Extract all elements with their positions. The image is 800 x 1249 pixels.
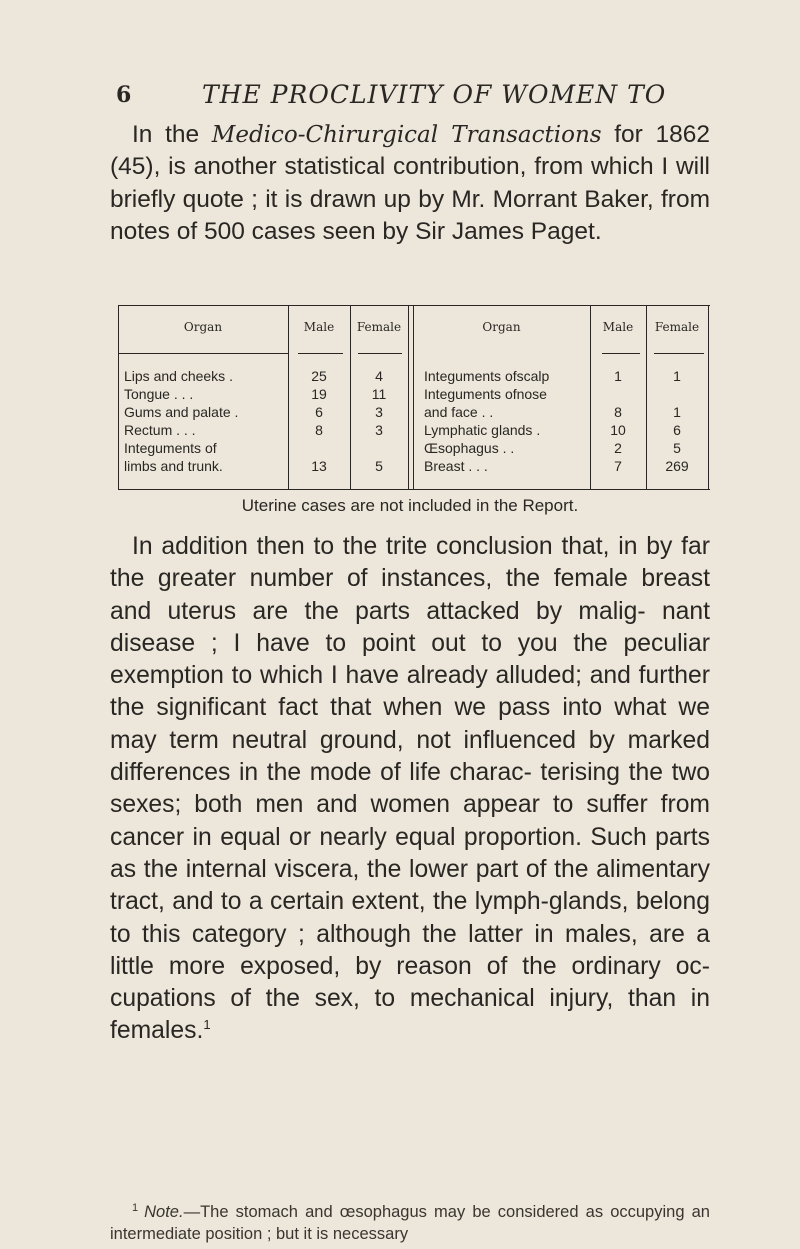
paragraph-intro <box>110 119 710 248</box>
statistics-table <box>118 305 710 490</box>
table-rule <box>602 353 640 354</box>
table-cell-organ: Œsophagus . . <box>424 440 515 456</box>
table-cell-organ: Integuments ofnose <box>424 386 547 402</box>
table-cell-female: 1 <box>673 368 681 384</box>
table-cell-male: 8 <box>614 404 622 420</box>
running-head <box>110 80 750 114</box>
table-note: Uterine cases are not included in the Report. <box>241 496 579 515</box>
table-cell-male: 2 <box>614 440 622 456</box>
paragraph-main <box>110 531 710 1048</box>
footnote-text: —The stomach and œsophagus may be considered as occupying an intermediate position ; but it is necessary <box>110 1203 710 1243</box>
table-cell-female: 11 <box>371 386 387 402</box>
running-title: THE PROCLIVITY OF WOMEN TO <box>202 80 667 109</box>
table-cell-organ: and face . . <box>424 404 494 420</box>
page-number: 6 <box>116 82 132 108</box>
table-header: Organ <box>482 320 521 334</box>
table-cell-organ: Rectum . . . <box>124 422 196 438</box>
table-cell-male: 10 <box>610 422 626 438</box>
table-cell-female: 3 <box>375 422 383 438</box>
table-header: Female <box>356 320 402 334</box>
table-cell-female: 3 <box>375 404 383 420</box>
table-rule <box>408 306 409 489</box>
table-cell-organ: Integuments ofscalp <box>424 368 550 384</box>
table-cell-organ: Tongue . . . <box>124 386 194 402</box>
table-cell-male: 7 <box>614 458 622 474</box>
table-header: Male <box>303 320 335 334</box>
table-rule <box>298 353 343 354</box>
table-cell-male: 13 <box>311 458 327 474</box>
table-cell-male: 25 <box>311 368 327 384</box>
table-rule <box>654 353 704 354</box>
table-cell-female: 5 <box>673 440 681 456</box>
table-cell-organ: Lymphatic glands . <box>424 422 541 438</box>
footnote-label: Note. <box>144 1203 184 1221</box>
table-header: Female <box>654 320 700 334</box>
table-rule <box>118 353 288 354</box>
para1-post: for 1862 (45), is another statistical contribution, from which I will briefly quote ; it is drawn up by Mr. Morrant Baker, from notes of 500 cases seen by Sir James Paget. <box>110 121 710 245</box>
table-cell-organ: Integuments of <box>124 440 217 456</box>
table-cell-male: 19 <box>311 386 327 402</box>
footnote-number: 1 <box>132 1201 139 1214</box>
footnote-reference: 1 <box>203 1017 211 1033</box>
footnote <box>110 1201 710 1245</box>
table-cell-organ: limbs and trunk. <box>124 458 223 474</box>
table-cell-organ: Lips and cheeks . <box>124 368 233 384</box>
table-cell-male: 8 <box>315 422 323 438</box>
journal-title: Medico-Chirurgical Transactions <box>211 122 602 148</box>
table-cell-female: 4 <box>375 368 383 384</box>
table-rule <box>708 306 709 489</box>
table-header: Organ <box>183 320 223 334</box>
para1-pre: In the <box>132 121 212 148</box>
table-cell-female: 1 <box>673 404 681 420</box>
table-cell-male: 1 <box>614 368 622 384</box>
table-cell-female: 6 <box>673 422 681 438</box>
table-rule <box>358 353 402 354</box>
table-cell-organ: Breast . . . <box>424 458 488 474</box>
table-cell-female: 269 <box>665 458 689 474</box>
table-header: Male <box>602 320 634 334</box>
table-cell-female: 5 <box>375 458 383 474</box>
para2-text: In addition then to the trite conclusion that, in by far the greater number of instances, the female breast and uterus are the parts attacked by malig- nant disease ; I have to point out to you the peculiar exemption to which I have already alluded; and further the significant fact that when we pass into what we may term neutral ground, not influenced by marked differences in the mode of life charac- terising the two sexes; both men and women appear to suffer from cancer in equal or nearly equal proportion. Such parts as the internal viscera, the lower part of the alimentary tract, and to a certain extent, the lymph-glands, belong to this category ; although the latter in males, are a little more exposed, by reason of the ordinary oc- cupations of the sex, to mechanical injury, than in females. <box>110 533 710 1045</box>
table-cell-male: 6 <box>315 404 323 420</box>
table-cell-organ: Gums and palate . <box>124 404 239 420</box>
